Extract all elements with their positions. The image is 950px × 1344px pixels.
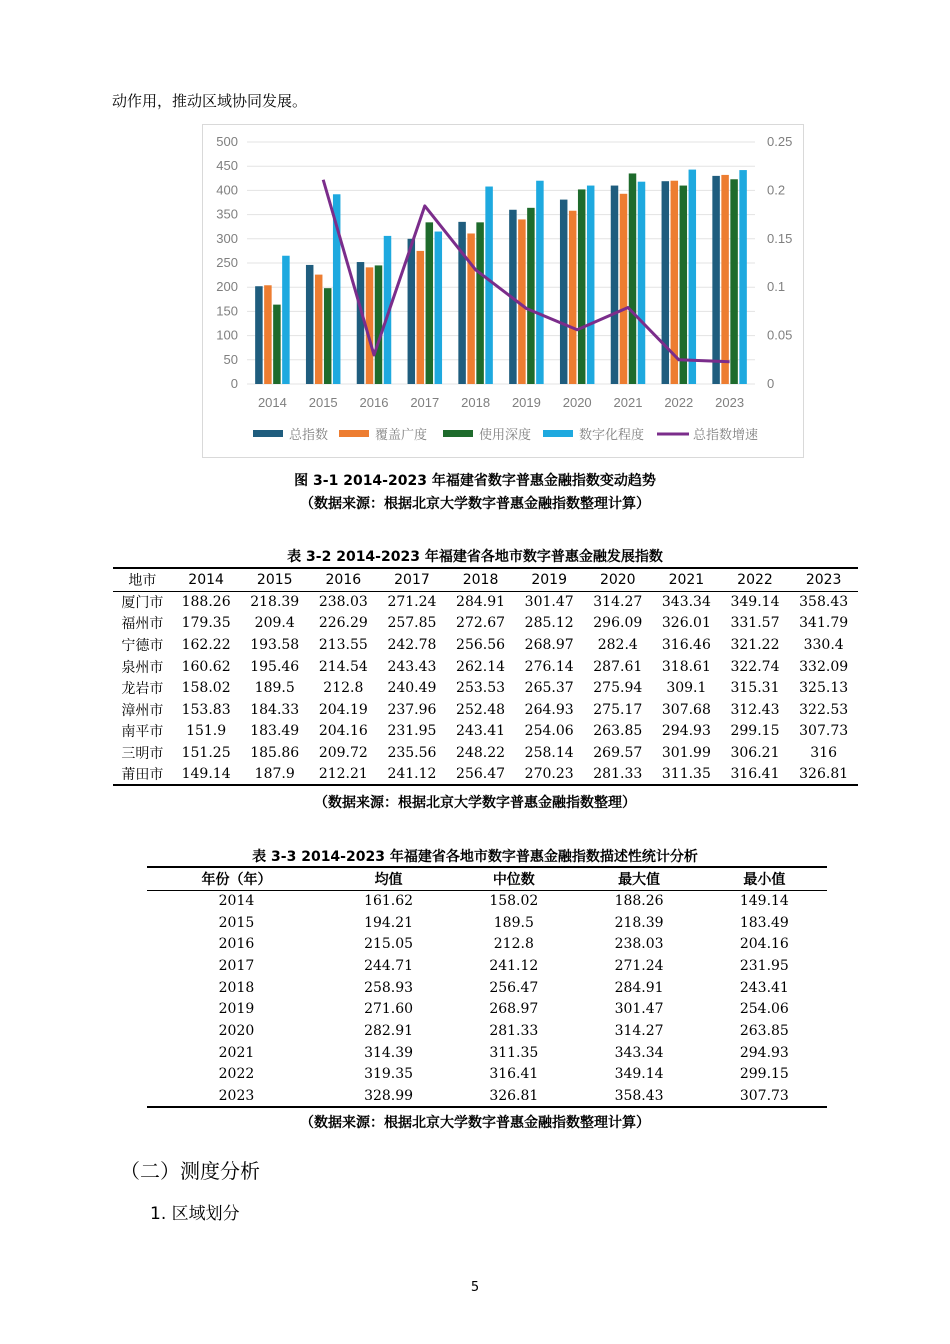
- table-cell: 256.47: [456, 766, 506, 783]
- table-cell: 179.35: [181, 615, 231, 632]
- table-cell: 330.4: [803, 636, 844, 653]
- y-left-tick-label: 300: [216, 230, 238, 246]
- table-cell: 189.5: [254, 680, 295, 697]
- table-cell: 264.93: [524, 701, 574, 718]
- table-row: [147, 1042, 827, 1064]
- table-row: [147, 890, 827, 912]
- column-header: 2022: [721, 568, 790, 591]
- bar-3: [273, 305, 281, 384]
- bar-1: [662, 181, 670, 384]
- table-cell: 149.14: [181, 766, 231, 783]
- table-cell: 2014: [218, 893, 255, 910]
- legend-label: 数字化程度: [579, 428, 645, 443]
- bar-4: [689, 170, 697, 384]
- column-header: 2019: [515, 568, 584, 591]
- table-cell: 316.46: [661, 636, 711, 653]
- bar-1: [357, 262, 365, 384]
- table-cell: 231.95: [387, 723, 437, 740]
- table-cell: 209.4: [254, 615, 295, 632]
- table-cell: 258.14: [524, 744, 574, 761]
- table-cell: 314.27: [614, 1022, 664, 1039]
- table-cell: 256.47: [489, 979, 539, 996]
- x-tick-label: 2021: [613, 395, 643, 410]
- table-cell: 341.79: [799, 615, 849, 632]
- table-cell: 275.17: [593, 701, 643, 718]
- table-row: [147, 1020, 827, 1042]
- table-cell: 149.14: [739, 893, 789, 910]
- chart-canvas: [203, 125, 805, 459]
- table-cell: 漳州市: [121, 702, 164, 719]
- table-row: [113, 721, 858, 743]
- y-right-tick-label: 0.2: [767, 182, 786, 198]
- column-header: 最大值: [576, 867, 701, 890]
- bar-2: [569, 211, 577, 384]
- table-row: [113, 742, 858, 764]
- table-cell: 厦门市: [121, 595, 164, 612]
- y-left-tick-label: 250: [216, 255, 238, 270]
- table-cell: 2018: [218, 979, 255, 996]
- legend-label: 覆盖广度: [375, 428, 428, 443]
- table-cell: 241.12: [387, 766, 437, 783]
- table-header-row: [113, 568, 858, 591]
- table-cell: 299.15: [739, 1066, 789, 1083]
- table-cell: 296.09: [593, 615, 643, 632]
- table-cell: 301.47: [524, 594, 574, 611]
- table-cell: 349.14: [730, 594, 780, 611]
- column-header: 2018: [446, 568, 515, 591]
- table-cell: 285.12: [524, 615, 574, 632]
- table-cell: 187.9: [254, 766, 295, 783]
- table-cell: 316.41: [489, 1066, 539, 1083]
- table-cell: 252.48: [456, 701, 506, 718]
- column-header: 2023: [789, 568, 858, 591]
- bar-3: [527, 208, 535, 384]
- legend-label: 总指数: [289, 428, 329, 443]
- column-header: 2021: [652, 568, 721, 591]
- y-right-tick-label: 0.15: [767, 230, 793, 246]
- bar-1: [458, 222, 466, 384]
- x-tick-label: 2015: [308, 395, 338, 410]
- x-tick-label: 2019: [511, 395, 541, 410]
- table-cell: 282.4: [597, 636, 638, 653]
- table-cell: 281.33: [593, 766, 643, 783]
- x-tick-label: 2018: [461, 395, 491, 410]
- table-cell: 2019: [218, 1001, 255, 1018]
- y-left-tick-label: 200: [216, 279, 238, 295]
- table-cell: 242.78: [387, 636, 437, 653]
- table-cell: 263.85: [739, 1022, 789, 1039]
- table-cell: 343.34: [614, 1044, 664, 1061]
- table-cell: 183.49: [250, 723, 300, 740]
- table-cell: 188.26: [181, 594, 231, 611]
- table-cell: 287.61: [593, 658, 643, 675]
- table-cell: 184.33: [250, 701, 300, 718]
- table-row: [113, 764, 858, 786]
- table-cell: 189.5: [493, 914, 534, 931]
- page-number: 5: [470, 1280, 480, 1295]
- table-cell: 195.46: [250, 658, 300, 675]
- table-cell: 271.24: [387, 594, 437, 611]
- table-cell: 龙岩市: [121, 681, 164, 698]
- table-cell: 151.25: [181, 744, 231, 761]
- figure-source: （数据来源：根据北京大学数字普惠金融指数整理计算）: [300, 496, 650, 512]
- table-row: [147, 912, 827, 934]
- table-cell: 226.29: [318, 615, 368, 632]
- column-header: 2015: [240, 568, 309, 591]
- column-header: 地市: [113, 568, 172, 591]
- table-cell: 254.06: [524, 723, 574, 740]
- table-cell: 161.62: [364, 893, 414, 910]
- table-cell: 253.53: [456, 680, 506, 697]
- x-tick-label: 2016: [359, 395, 389, 410]
- table-cell: 160.62: [181, 658, 231, 675]
- table-cell: 2023: [218, 1087, 255, 1104]
- table-cell: 294.93: [661, 723, 711, 740]
- table-row: [113, 634, 858, 656]
- table-cell: 301.47: [614, 1001, 664, 1018]
- table-cell: 244.71: [364, 957, 414, 974]
- table-cell: 泉州市: [121, 659, 164, 676]
- table-cell: 莆田市: [121, 767, 164, 784]
- column-header: 2014: [172, 568, 241, 591]
- table-cell: 2015: [218, 914, 255, 931]
- table-row: [147, 1064, 827, 1086]
- table-cell: 243.43: [387, 658, 437, 675]
- bar-1: [255, 286, 263, 384]
- table-cell: 185.86: [250, 744, 300, 761]
- y-left-tick-label: 100: [216, 327, 238, 343]
- table-cell: 358.43: [799, 594, 849, 611]
- table-cell: 2017: [218, 957, 255, 974]
- bar-3: [476, 222, 484, 384]
- table-cell: 2016: [218, 936, 255, 953]
- table-cell: 284.91: [456, 594, 506, 611]
- table-cell: 153.83: [181, 701, 231, 718]
- table-cell: 326.01: [661, 615, 711, 632]
- table-row: [147, 998, 827, 1020]
- column-header: 2017: [378, 568, 447, 591]
- legend-swatch: [543, 430, 573, 437]
- table-cell: 237.96: [387, 701, 437, 718]
- table-cell: 213.55: [318, 636, 368, 653]
- table-cell: 314.39: [364, 1044, 414, 1061]
- table-cell: 307.68: [661, 701, 711, 718]
- bar-1: [560, 200, 568, 384]
- table-cell: 218.39: [250, 594, 300, 611]
- bar-3: [680, 186, 688, 384]
- table-cell: 212.8: [323, 680, 364, 697]
- bar-4: [435, 232, 443, 384]
- table-cell: 281.33: [489, 1022, 539, 1039]
- table-cell: 309.1: [666, 680, 707, 697]
- table-cell: 343.34: [661, 594, 711, 611]
- table-cell: 358.43: [614, 1087, 664, 1104]
- y-right-tick-label: 0.05: [767, 327, 793, 343]
- table-city-index: [113, 567, 858, 786]
- combo-chart: [202, 124, 804, 458]
- column-header: 2016: [309, 568, 378, 591]
- table-cell: 2022: [218, 1066, 255, 1083]
- table-row: [147, 977, 827, 999]
- table-cell: 三明市: [121, 745, 164, 762]
- table-cell: 318.61: [661, 658, 711, 675]
- table-cell: 349.14: [614, 1066, 664, 1083]
- table-cell: 238.03: [318, 594, 368, 611]
- bar-1: [611, 186, 619, 384]
- column-header: 均值: [326, 867, 451, 890]
- section-heading: （二）测度分析: [120, 1159, 260, 1183]
- table-cell: 256.56: [456, 636, 506, 653]
- bar-4: [282, 256, 290, 384]
- table-cell: 284.91: [614, 979, 664, 996]
- table-cell: 299.15: [730, 723, 780, 740]
- bar-3: [629, 173, 637, 384]
- table-cell: 158.02: [181, 680, 231, 697]
- x-tick-label: 2022: [664, 395, 694, 410]
- table-cell: 福州市: [121, 616, 164, 633]
- table-cell: 151.9: [186, 723, 227, 740]
- y-left-tick-label: 350: [216, 206, 238, 222]
- table-cell: 275.94: [593, 680, 643, 697]
- bar-4: [638, 182, 646, 384]
- table-cell: 258.93: [364, 979, 414, 996]
- bar-3: [324, 288, 332, 384]
- legend-label: 使用深度: [479, 428, 532, 443]
- table-cell: 162.22: [181, 636, 231, 653]
- bar-3: [730, 179, 738, 384]
- table-cell: 268.97: [489, 1001, 539, 1018]
- table-cell: 241.12: [489, 957, 539, 974]
- subsection-heading: 1. 区域划分: [150, 1204, 240, 1224]
- bar-2: [315, 275, 323, 384]
- x-tick-label: 2014: [257, 395, 287, 410]
- table-cell: 272.67: [456, 615, 506, 632]
- y-left-tick-label: 500: [216, 134, 238, 149]
- legend-swatch: [253, 430, 283, 437]
- table-cell: 238.03: [614, 936, 664, 953]
- bar-4: [485, 187, 493, 384]
- bar-2: [417, 251, 425, 384]
- table-cell: 204.16: [739, 936, 789, 953]
- table-cell: 312.43: [730, 701, 780, 718]
- table-row: [147, 1085, 827, 1107]
- table-cell: 188.26: [614, 893, 664, 910]
- table-cell: 328.99: [364, 1087, 414, 1104]
- legend-label: 总指数增速: [693, 428, 759, 443]
- table-cell: 282.91: [364, 1022, 414, 1039]
- table-cell: 2021: [218, 1044, 255, 1061]
- legend-swatch: [339, 430, 369, 437]
- table-cell: 243.41: [456, 723, 506, 740]
- table-cell: 265.37: [524, 680, 574, 697]
- table-cell: 212.8: [493, 936, 534, 953]
- table-row: [113, 677, 858, 699]
- table-cell: 254.06: [739, 1001, 789, 1018]
- y-right-tick-label: 0.25: [767, 134, 793, 149]
- table32-title: 表 3-2 2014-2023 年福建省各地市数字普惠金融发展指数: [287, 549, 663, 565]
- table-cell: 231.95: [739, 957, 789, 974]
- bar-1: [712, 176, 720, 384]
- table-cell: 235.56: [387, 744, 437, 761]
- column-header: 中位数: [451, 867, 576, 890]
- table-cell: 311.35: [661, 766, 711, 783]
- table-cell: 325.13: [799, 680, 849, 697]
- table-cell: 2020: [218, 1022, 255, 1039]
- bar-4: [739, 170, 747, 384]
- table-cell: 306.21: [730, 744, 780, 761]
- table33-source: （数据来源：根据北京大学数字普惠金融指数整理计算）: [300, 1115, 650, 1131]
- table-cell: 271.60: [364, 1001, 414, 1018]
- table-cell: 204.16: [318, 723, 368, 740]
- y-left-tick-label: 450: [216, 158, 238, 174]
- table-cell: 262.14: [456, 658, 506, 675]
- table-row: [147, 933, 827, 955]
- table-cell: 311.35: [489, 1044, 539, 1061]
- y-left-tick-label: 0: [230, 376, 238, 391]
- table-cell: 214.54: [318, 658, 368, 675]
- table-cell: 270.23: [524, 766, 574, 783]
- table-cell: 183.49: [739, 914, 789, 931]
- table-row: [113, 699, 858, 721]
- table-cell: 204.19: [318, 701, 368, 718]
- bar-4: [587, 186, 595, 384]
- table-cell: 248.22: [456, 744, 506, 761]
- table-cell: 307.73: [799, 723, 849, 740]
- table-cell: 322.53: [799, 701, 849, 718]
- x-tick-label: 2020: [562, 395, 592, 410]
- table-cell: 193.58: [250, 636, 300, 653]
- table33-title: 表 3-3 2014-2023 年福建省各地市数字普惠金融指数描述性统计分析: [252, 849, 698, 865]
- y-right-tick-label: 0: [767, 376, 775, 391]
- table-cell: 158.02: [489, 893, 539, 910]
- table32-source: （数据来源：根据北京大学数字普惠金融指数整理）: [314, 795, 636, 811]
- table-cell: 南平市: [121, 724, 164, 741]
- column-header: 最小值: [702, 867, 827, 890]
- table-cell: 314.27: [593, 594, 643, 611]
- table-row: [113, 613, 858, 635]
- table-header-row: [147, 867, 827, 890]
- intro-paragraph: 动作用，推动区域协同发展。: [112, 92, 308, 110]
- table-cell: 268.97: [524, 636, 574, 653]
- bar-1: [306, 265, 314, 384]
- table-cell: 276.14: [524, 658, 574, 675]
- table-cell: 294.93: [739, 1044, 789, 1061]
- table-cell: 269.57: [593, 744, 643, 761]
- bar-3: [426, 222, 434, 384]
- bar-3: [578, 189, 586, 384]
- table-cell: 316.41: [730, 766, 780, 783]
- table-cell: 209.72: [318, 744, 368, 761]
- table-cell: 240.49: [387, 680, 437, 697]
- table-cell: 331.57: [730, 615, 780, 632]
- column-header: 年份（年）: [147, 867, 326, 890]
- y-left-tick-label: 150: [216, 303, 238, 319]
- bar-2: [467, 233, 475, 384]
- table-cell: 301.99: [661, 744, 711, 761]
- table-cell: 326.81: [799, 766, 849, 783]
- table-row: [113, 656, 858, 678]
- y-left-tick-label: 400: [216, 182, 238, 198]
- y-right-tick-label: 0.1: [767, 279, 786, 295]
- table-cell: 212.21: [318, 766, 368, 783]
- table-cell: 194.21: [364, 914, 414, 931]
- table-body: [113, 591, 858, 785]
- table-cell: 321.22: [730, 636, 780, 653]
- table-row: [113, 591, 858, 613]
- table-cell: 243.41: [739, 979, 789, 996]
- table-cell: 307.73: [739, 1087, 789, 1104]
- table-cell: 263.85: [593, 723, 643, 740]
- table-cell: 322.74: [730, 658, 780, 675]
- table-cell: 315.31: [730, 680, 780, 697]
- column-header: 2020: [583, 568, 652, 591]
- bar-3: [375, 265, 383, 384]
- table-cell: 218.39: [614, 914, 664, 931]
- bar-2: [620, 194, 628, 384]
- table-cell: 271.24: [614, 957, 664, 974]
- y-left-tick-label: 50: [223, 351, 238, 367]
- figure-caption: 图 3-1 2014-2023 年福建省数字普惠金融指数变动趋势: [294, 473, 656, 489]
- bar-1: [408, 239, 416, 384]
- table-row: [147, 955, 827, 977]
- x-tick-label: 2017: [410, 395, 440, 410]
- table-cell: 257.85: [387, 615, 437, 632]
- table-cell: 332.09: [799, 658, 849, 675]
- legend-swatch: [443, 430, 473, 437]
- x-tick-label: 2023: [715, 395, 745, 410]
- table-cell: 326.81: [489, 1087, 539, 1104]
- bar-2: [264, 285, 272, 384]
- table-body: [147, 890, 827, 1107]
- table-descriptive-stats: [147, 866, 827, 1108]
- table-cell: 319.35: [364, 1066, 414, 1083]
- table-cell: 宁德市: [121, 637, 164, 654]
- table-cell: 316: [810, 744, 838, 761]
- table-cell: 215.05: [364, 936, 414, 953]
- bar-4: [536, 181, 544, 384]
- bar-2: [721, 175, 729, 384]
